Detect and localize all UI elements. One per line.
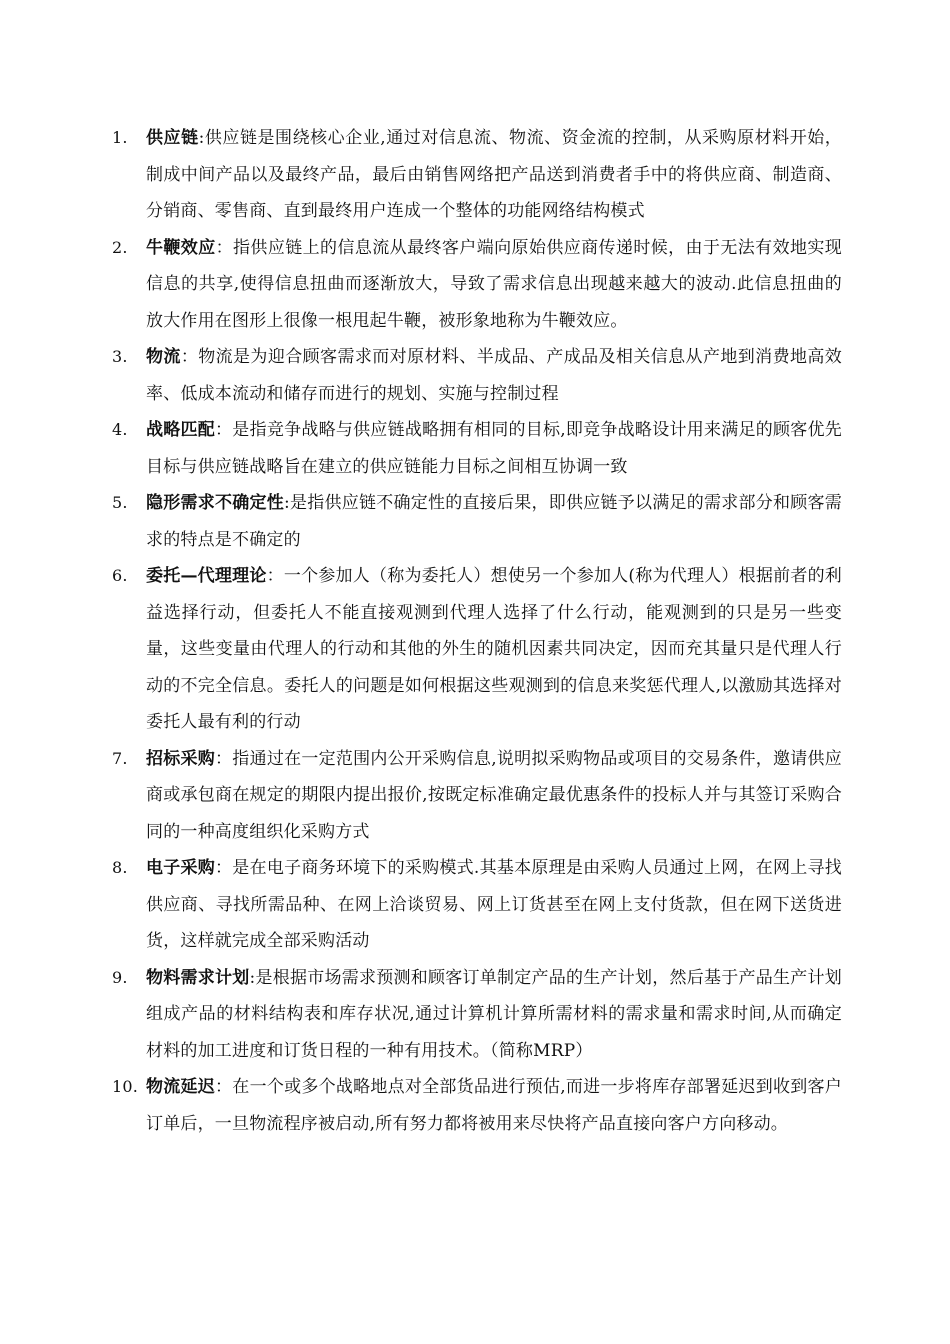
definition-list	[112, 120, 842, 1142]
list-item-7	[112, 741, 842, 851]
item-term: 物料需求计划	[146, 967, 250, 988]
item-term: 委托—代理理论	[146, 566, 267, 586]
item-term: 物流	[146, 347, 181, 367]
item-definition: ：指供应链上的信息流从最终客户端向原始供应商传递时候，由于无法有效地实现信息的共享,使得信息扭曲而逐渐放大，导致了需求信息出现越来越大的波动.此信息扭曲的放大作用在图形上很像一根甩起牛鞭，被形象地称为牛鞭效应。	[146, 237, 842, 331]
item-number: 8.	[112, 858, 128, 877]
item-definition: :供应链是围绕核心企业,通过对信息流、物流、资金流的控制，从采购原材料开始，制成中间产品以及最终产品，最后由销售网络把产品送到消费者手中的将供应商、制造商、分销商、零售商、直到最终用户连成一个整体的功能网络结构模式	[146, 128, 842, 221]
item-number: 2.	[112, 237, 128, 257]
item-number: 5.	[112, 493, 128, 512]
item-definition: ：在一个或多个战略地点对全部货品进行预估,而进一步将库存部署延迟到收到客户订单后，一旦物流程序被启动,所有努力都将被用来尽快将产品直接向客户方向移动。	[146, 1077, 842, 1134]
item-term: 物流延迟	[146, 1077, 216, 1097]
item-number: 1.	[112, 128, 128, 147]
list-item-5	[112, 485, 842, 558]
item-definition: ：一个参加人（称为委托人）想使另一个参加人(称为代理人）根据前者的利益选择行动，但委托人不能直接观测到代理人选择了什么行动，能观测到的只是另一些变量，这些变量由代理人的行动和其他的外生的随机因素共同决定，因而充其量只是代理人行动的不完全信息。委托人的问题是如何根据这些观测到的信息来奖惩代理人,以激励其选择对委托人最有利的行动	[146, 566, 842, 732]
list-item-8	[112, 850, 842, 960]
item-definition: ：物流是为迎合顾客需求而对原材料、半成品、产成品及相关信息从产地到消费地高效率、低成本流动和储存而进行的规划、实施与控制过程	[146, 347, 842, 404]
item-number: 4.	[112, 420, 128, 439]
item-term: 供应链	[146, 128, 199, 148]
list-item-2	[112, 230, 842, 340]
list-item-9	[112, 960, 842, 1070]
list-item-3	[112, 339, 842, 412]
list-item-1	[112, 120, 842, 230]
item-number: 6.	[112, 566, 128, 585]
item-number: 3.	[112, 347, 128, 366]
item-term: 隐形需求不确定性	[146, 493, 285, 513]
item-number: 7.	[112, 748, 128, 768]
item-definition: ：指通过在一定范围内公开采购信息,说明拟采购物品或项目的交易条件，邀请供应商或承包商在规定的期限内提出报价,按既定标准确定最优惠条件的投标人并与其签订采购合同的一种高度组织化采购方式	[146, 748, 842, 842]
item-definition: ：是指竞争战略与供应链战略拥有相同的目标,即竞争战略设计用来满足的顾客优先目标与供应链战略旨在建立的供应链能力目标之间相互协调一致	[146, 420, 842, 477]
item-definition: :是根据市场需求预测和顾客订单制定产品的生产计划，然后基于产品生产计划组成产品的材料结构表和库存状况,通过计算机计算所需材料的需求量和需求时间,从而确定材料的加工进度和订货日程的一种有用技术。（简称MRP）	[146, 967, 842, 1061]
item-term: 电子采购	[146, 858, 216, 878]
list-item-10	[112, 1069, 842, 1142]
item-term: 招标采购	[146, 748, 216, 769]
item-term: 战略匹配	[146, 420, 216, 440]
item-term: 牛鞭效应	[146, 237, 216, 258]
item-definition: ：是在电子商务环境下的采购模式.其基本原理是由采购人员通过上网，在网上寻找供应商、寻找所需品种、在网上洽谈贸易、网上订货甚至在网上支付货款，但在网下送货进货，这样就完成全部采购活动	[146, 858, 842, 951]
item-number: 10.	[112, 1077, 139, 1096]
item-number: 9.	[112, 967, 128, 987]
list-item-6	[112, 558, 842, 741]
item-definition: :是指供应链不确定性的直接后果，即供应链予以满足的需求部分和顾客需求的特点是不确定的	[146, 493, 842, 550]
list-item-4	[112, 412, 842, 485]
